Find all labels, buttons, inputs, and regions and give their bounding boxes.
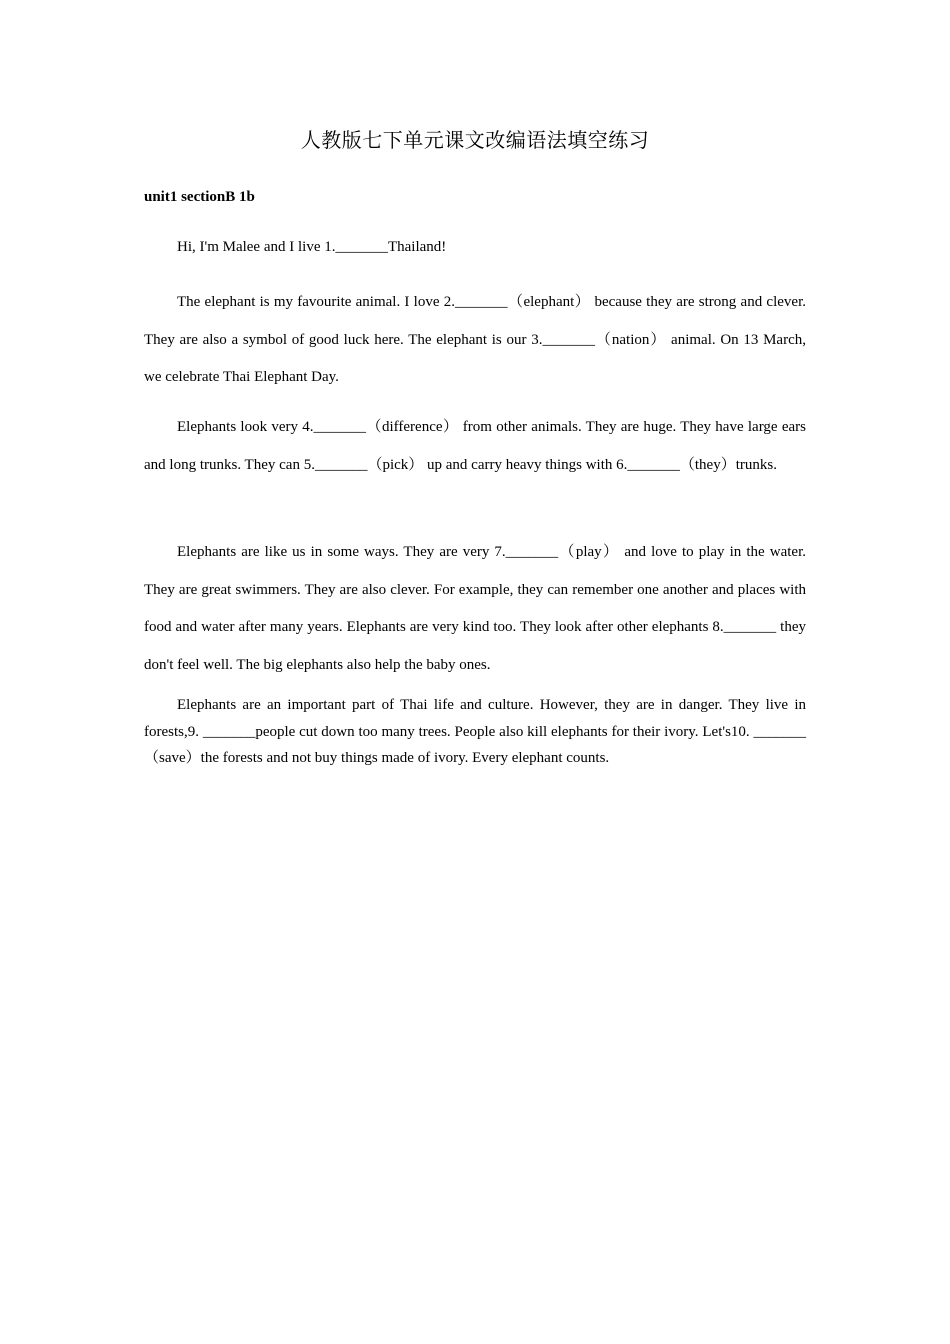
paragraph-2: The elephant is my favourite animal. I love 2._______（elephant） because they are strong and clever. They are also a symbol of good luck here. The elephant is our 3._______（nation） animal. On 13 March, we celebrate Thai Elephant Day. xyxy=(144,294,806,385)
paragraph-3: Elephants look very 4._______（difference） from other animals. They are huge. They have large ears and long trunks. They can 5._______（pick） up and carry heavy things with 6._______（they）trunks. xyxy=(144,419,806,473)
page-title: 人教版七下单元课文改编语法填空练习 xyxy=(300,128,650,152)
section-label: unit1 sectionB 1b xyxy=(144,189,255,205)
paragraph-5: Elephants are an important part of Thai life and culture. However, they are in danger. They live in forests,9. _______people cut down too many trees. People also kill elephants for their ivory. Let's10. _______（save）the forests and not buy things made of ivory. Every elephant counts. xyxy=(144,697,806,766)
paragraph-4: Elephants are like us in some ways. They are very 7._______（play） and love to play in the water. They are great swimmers. They are also clever. For example, they can remember one another and places with food and water after many years. Elephants are very kind too. They look after other elephants 8._______ they don't feel well. The big elephants also help the baby ones. xyxy=(144,544,806,673)
paragraph-1: Hi, I'm Malee and I live 1._______Thailand! xyxy=(177,239,447,255)
